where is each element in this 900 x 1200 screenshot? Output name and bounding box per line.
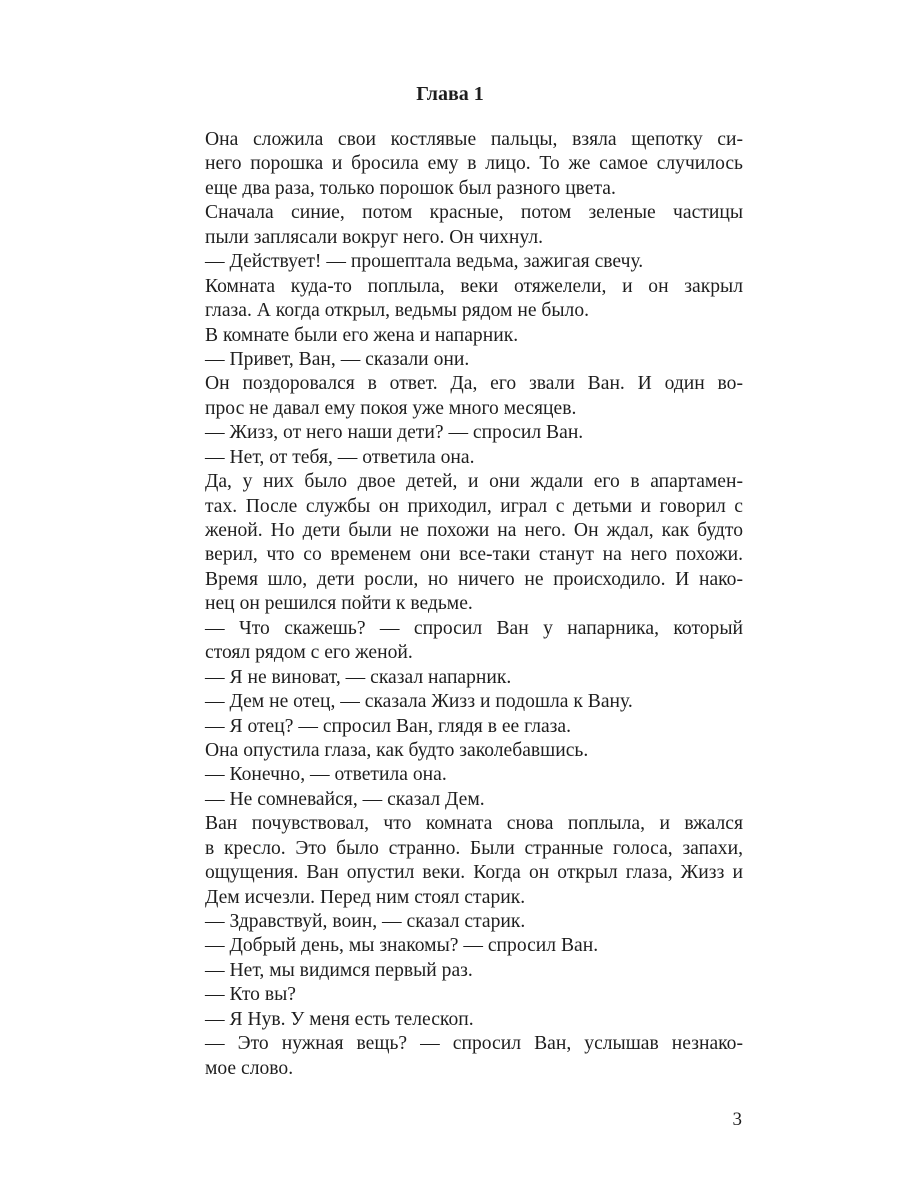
text-line: нец он решился пойти к ведьме. — [205, 593, 473, 615]
text-line: — Дем не отец, — сказала Жизз и подошла к Вану. — [205, 691, 633, 713]
text-line: ощущения. Ван опустил веки. Когда он открыл глаза, Жизз и — [205, 862, 743, 884]
text-line: Она сложила свои костлявые пальцы, взяла щепотку си- — [205, 129, 743, 150]
text-line: — Действует! — прошептала ведьма, зажигая свечу. — [205, 251, 644, 273]
text-line: Время шло, дети росли, но ничего не происходило. И нако- — [205, 568, 743, 590]
text-line: Дем исчезли. Перед ним стоял старик. — [205, 886, 526, 908]
text-line: — Нет, мы видимся первый раз. — [205, 959, 473, 981]
text-line: прос не давал ему покоя уже много месяцев. — [205, 397, 577, 419]
text-line: него порошка и бросила ему в лицо. То же самое случилось — [205, 153, 743, 175]
text-line: стоял рядом с его женой. — [205, 642, 413, 664]
text-line: Она опустила глаза, как будто заколебавшись. — [205, 739, 589, 761]
text-line: верил, что со временем они все-таки станут на него похожи. — [205, 544, 743, 566]
chapter-title: Глава 1 — [416, 83, 484, 105]
text-line: В комнате были его жена и напарник. — [205, 324, 519, 346]
text-line: — Нет, от тебя, — ответила она. — [205, 446, 475, 468]
text-line: — Это нужная вещь? — спросил Ван, услышав незнако- — [205, 1033, 743, 1055]
text-line: — Привет, Ван, — сказали они. — [205, 348, 470, 370]
text-line: — Не сомневайся, — сказал Дем. — [205, 788, 485, 810]
text-line: в кресло. Это было странно. Были странные голоса, запахи, — [205, 837, 743, 859]
page-number: 3 — [732, 1109, 742, 1130]
text-line: — Я Нув. У меня есть телескоп. — [205, 1008, 474, 1030]
text-line: — Добрый день, мы знакомы? — спросил Ван. — [205, 935, 599, 957]
text-line: пыли заплясали вокруг него. Он чихнул. — [205, 226, 544, 248]
text-line: еще два раза, только порошок был разного цвета. — [205, 177, 616, 199]
chapter-text — [205, 128, 743, 1081]
text-line: — Жизз, от него наши дети? — спросил Ван. — [205, 422, 584, 444]
text-line: — Здравствуй, воин, — сказал старик. — [205, 911, 526, 932]
text-line: Ван почувствовал, что комната снова поплыла, и вжался — [205, 813, 743, 835]
text-line: — Я не виноват, — сказал напарник. — [205, 666, 512, 688]
text-line: Сначала синие, потом красные, потом зеленые частицы — [205, 202, 743, 224]
text-line: — Что скажешь? — спросил Ван у напарника, который — [205, 617, 743, 639]
text-line: тах. После службы он приходил, играл с детьми и говорил с — [205, 495, 743, 517]
text-line: — Я отец? — спросил Ван, глядя в ее глаза. — [205, 715, 572, 737]
text-line: — Кто вы? — [205, 984, 296, 1006]
text-line: — Конечно, — ответила она. — [205, 764, 447, 786]
text-line: глаза. А когда открыл, ведьмы рядом не было. — [205, 300, 590, 322]
text-line: Он поздоровался в ответ. Да, его звали Ван. И один во- — [205, 373, 743, 395]
text-line: женой. Но дети были не похожи на него. Он ждал, как будто — [205, 520, 743, 541]
text-line: Да, у них было двое детей, и они ждали его в апартамен- — [205, 471, 743, 493]
text-line: Комната куда-то поплыла, веки отяжелели, и он закрыл — [205, 275, 743, 297]
text-line: мое слово. — [205, 1057, 294, 1079]
